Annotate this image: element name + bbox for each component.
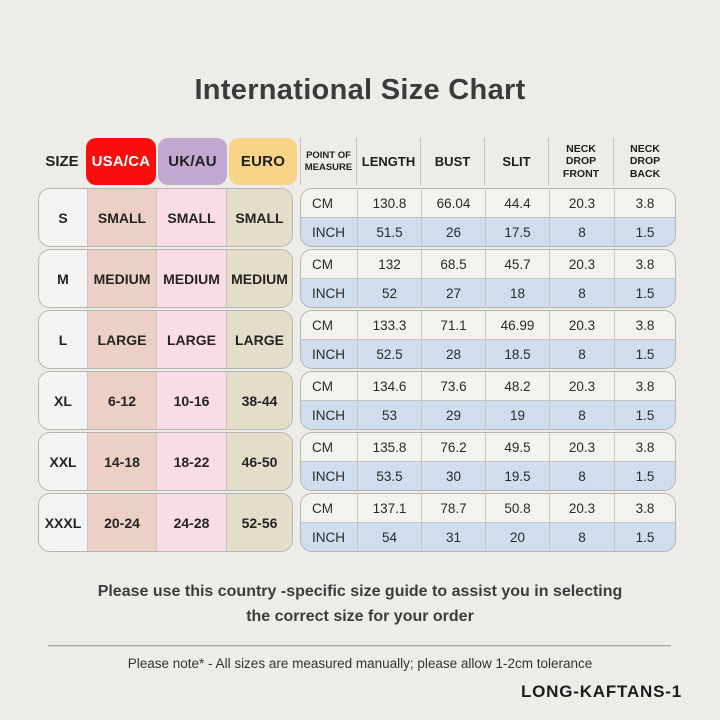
measure-value: 19.5 xyxy=(485,462,549,490)
measure-value: 45.7 xyxy=(485,250,549,278)
size-conversion-box xyxy=(38,249,293,308)
measure-value: 1.5 xyxy=(614,401,675,429)
inch-row xyxy=(301,278,675,307)
measure-value: 3.8 xyxy=(614,494,675,522)
size-cell: L xyxy=(39,311,87,368)
measure-value: 20.3 xyxy=(549,311,614,339)
uk-size-cell: SMALL xyxy=(156,189,226,246)
measurements-box xyxy=(300,310,676,369)
size-cell: XXXL xyxy=(39,494,87,551)
inch-label: INCH xyxy=(312,407,345,423)
measure-value: 8 xyxy=(549,401,614,429)
cm-label: CM xyxy=(312,439,333,455)
measure-value: 18 xyxy=(485,279,549,307)
measure-value: 3.8 xyxy=(614,250,675,278)
inch-label: INCH xyxy=(312,285,345,301)
cm-label: CM xyxy=(312,195,333,211)
measure-value: 1.5 xyxy=(614,279,675,307)
measure-value: 19 xyxy=(485,401,549,429)
inch-row xyxy=(301,339,675,368)
measure-value: 73.6 xyxy=(421,372,485,400)
uk-size-cell: MEDIUM xyxy=(156,250,226,307)
measure-value: 28 xyxy=(421,340,485,368)
usa-ca-tab: USA/CA xyxy=(86,138,156,185)
measure-value: 20.3 xyxy=(549,189,614,217)
measure-value: 8 xyxy=(549,523,614,551)
measure-value: 8 xyxy=(549,279,614,307)
usa-size-cell: 14-18 xyxy=(87,433,156,490)
footer-divider xyxy=(48,645,671,647)
inch-label: INCH xyxy=(312,346,345,362)
measure-value: 44.4 xyxy=(485,189,549,217)
measure-value: 53.5 xyxy=(357,462,421,490)
measure-value: 133.3 xyxy=(357,311,421,339)
measure-value: 20.3 xyxy=(549,250,614,278)
slit-header: SLIT xyxy=(484,138,548,185)
measure-value: 54 xyxy=(357,523,421,551)
cm-row xyxy=(301,433,675,461)
uk-size-cell: 10-16 xyxy=(156,372,226,429)
measure-value: 1.5 xyxy=(614,462,675,490)
measure-value: 26 xyxy=(421,218,485,246)
cm-row xyxy=(301,250,675,278)
size-cell: XL xyxy=(39,372,87,429)
size-cell: S xyxy=(39,189,87,246)
cm-row xyxy=(301,189,675,217)
inch-label: INCH xyxy=(312,529,345,545)
size-group-row-l xyxy=(38,310,676,369)
measure-value: 29 xyxy=(421,401,485,429)
measure-value: 76.2 xyxy=(421,433,485,461)
inch-row xyxy=(301,522,675,551)
uk-size-cell: 18-22 xyxy=(156,433,226,490)
euro-tab: EURO xyxy=(229,138,297,185)
size-column-header: SIZE xyxy=(45,153,79,170)
measurements-box xyxy=(300,432,676,491)
neck-drop-back-header: NECK DROP BACK xyxy=(613,138,676,185)
measure-value: 31 xyxy=(421,523,485,551)
uk-au-tab: UK/AU xyxy=(158,138,227,185)
size-conversion-box xyxy=(38,310,293,369)
size-conversion-box xyxy=(38,493,293,552)
measure-value: 3.8 xyxy=(614,189,675,217)
cm-label: CM xyxy=(312,378,333,394)
size-chart-body xyxy=(38,188,676,552)
measure-value: 1.5 xyxy=(614,340,675,368)
measure-value: 30 xyxy=(421,462,485,490)
size-conversion-box xyxy=(38,371,293,430)
usa-size-cell: LARGE xyxy=(87,311,156,368)
cm-row xyxy=(301,494,675,522)
size-cell: XXL xyxy=(39,433,87,490)
bust-header: BUST xyxy=(420,138,484,185)
measure-value: 17.5 xyxy=(485,218,549,246)
measure-value: 130.8 xyxy=(357,189,421,217)
cm-row xyxy=(301,372,675,400)
tolerance-note: Please note* - All sizes are measured manually; please allow 1-2cm tolerance xyxy=(127,656,593,671)
measurement-header-row xyxy=(300,138,676,185)
product-code: LONG-KAFTANS-1 xyxy=(520,682,682,701)
inch-label: INCH xyxy=(312,224,345,240)
measure-value: 68.5 xyxy=(421,250,485,278)
euro-size-cell: 38-44 xyxy=(226,372,292,429)
euro-size-cell: LARGE xyxy=(226,311,292,368)
inch-row xyxy=(301,217,675,246)
measurements-box xyxy=(300,188,676,247)
size-group-row-m xyxy=(38,249,676,308)
measure-value: 20 xyxy=(485,523,549,551)
usa-size-cell: 20-24 xyxy=(87,494,156,551)
measure-value: 3.8 xyxy=(614,311,675,339)
measurements-box xyxy=(300,371,676,430)
usa-size-cell: 6-12 xyxy=(87,372,156,429)
uk-size-cell: 24-28 xyxy=(156,494,226,551)
measure-value: 3.8 xyxy=(614,433,675,461)
measure-value: 8 xyxy=(549,340,614,368)
point-of-measure-header: POINT OF MEASURE xyxy=(300,138,356,185)
usa-size-cell: SMALL xyxy=(87,189,156,246)
cm-label: CM xyxy=(312,256,333,272)
cm-label: CM xyxy=(312,317,333,333)
size-guide-text-line2: the correct size for your order xyxy=(246,608,474,625)
size-conversion-box xyxy=(38,432,293,491)
cm-row xyxy=(301,311,675,339)
measure-value: 50.8 xyxy=(485,494,549,522)
usa-size-cell: MEDIUM xyxy=(87,250,156,307)
measure-value: 66.04 xyxy=(421,189,485,217)
size-group-row-xxxl xyxy=(38,493,676,552)
measure-value: 52.5 xyxy=(357,340,421,368)
euro-size-cell: MEDIUM xyxy=(226,250,292,307)
measure-value: 1.5 xyxy=(614,218,675,246)
measure-value: 8 xyxy=(549,462,614,490)
size-group-row-xl xyxy=(38,371,676,430)
size-group-row-xxl xyxy=(38,432,676,491)
size-cell: M xyxy=(39,250,87,307)
measure-value: 132 xyxy=(357,250,421,278)
euro-size-cell: 52-56 xyxy=(226,494,292,551)
measure-value: 20.3 xyxy=(549,494,614,522)
measurements-box xyxy=(300,493,676,552)
measure-value: 49.5 xyxy=(485,433,549,461)
measure-value: 18.5 xyxy=(485,340,549,368)
size-conversion-box xyxy=(38,188,293,247)
page-title: International Size Chart xyxy=(194,74,526,106)
measure-value: 78.7 xyxy=(421,494,485,522)
measure-value: 52 xyxy=(357,279,421,307)
size-guide-text-line1: Please use this country -specific size guide to assist you in selecting xyxy=(97,583,623,600)
measure-value: 135.8 xyxy=(357,433,421,461)
size-group-row-s xyxy=(38,188,676,247)
measure-value: 1.5 xyxy=(614,523,675,551)
measure-value: 53 xyxy=(357,401,421,429)
measure-value: 8 xyxy=(549,218,614,246)
cm-label: CM xyxy=(312,500,333,516)
measure-value: 20.3 xyxy=(549,433,614,461)
inch-label: INCH xyxy=(312,468,345,484)
measure-value: 48.2 xyxy=(485,372,549,400)
measure-value: 137.1 xyxy=(357,494,421,522)
uk-size-cell: LARGE xyxy=(156,311,226,368)
measure-value: 134.6 xyxy=(357,372,421,400)
length-header: LENGTH xyxy=(356,138,420,185)
euro-size-cell: SMALL xyxy=(226,189,292,246)
inch-row xyxy=(301,400,675,429)
measure-value: 20.3 xyxy=(549,372,614,400)
neck-drop-front-header: NECK DROP FRONT xyxy=(548,138,613,185)
inch-row xyxy=(301,461,675,490)
measure-value: 27 xyxy=(421,279,485,307)
measure-value: 51.5 xyxy=(357,218,421,246)
measure-value: 3.8 xyxy=(614,372,675,400)
measurements-box xyxy=(300,249,676,308)
measure-value: 46.99 xyxy=(485,311,549,339)
euro-size-cell: 46-50 xyxy=(226,433,292,490)
measure-value: 71.1 xyxy=(421,311,485,339)
